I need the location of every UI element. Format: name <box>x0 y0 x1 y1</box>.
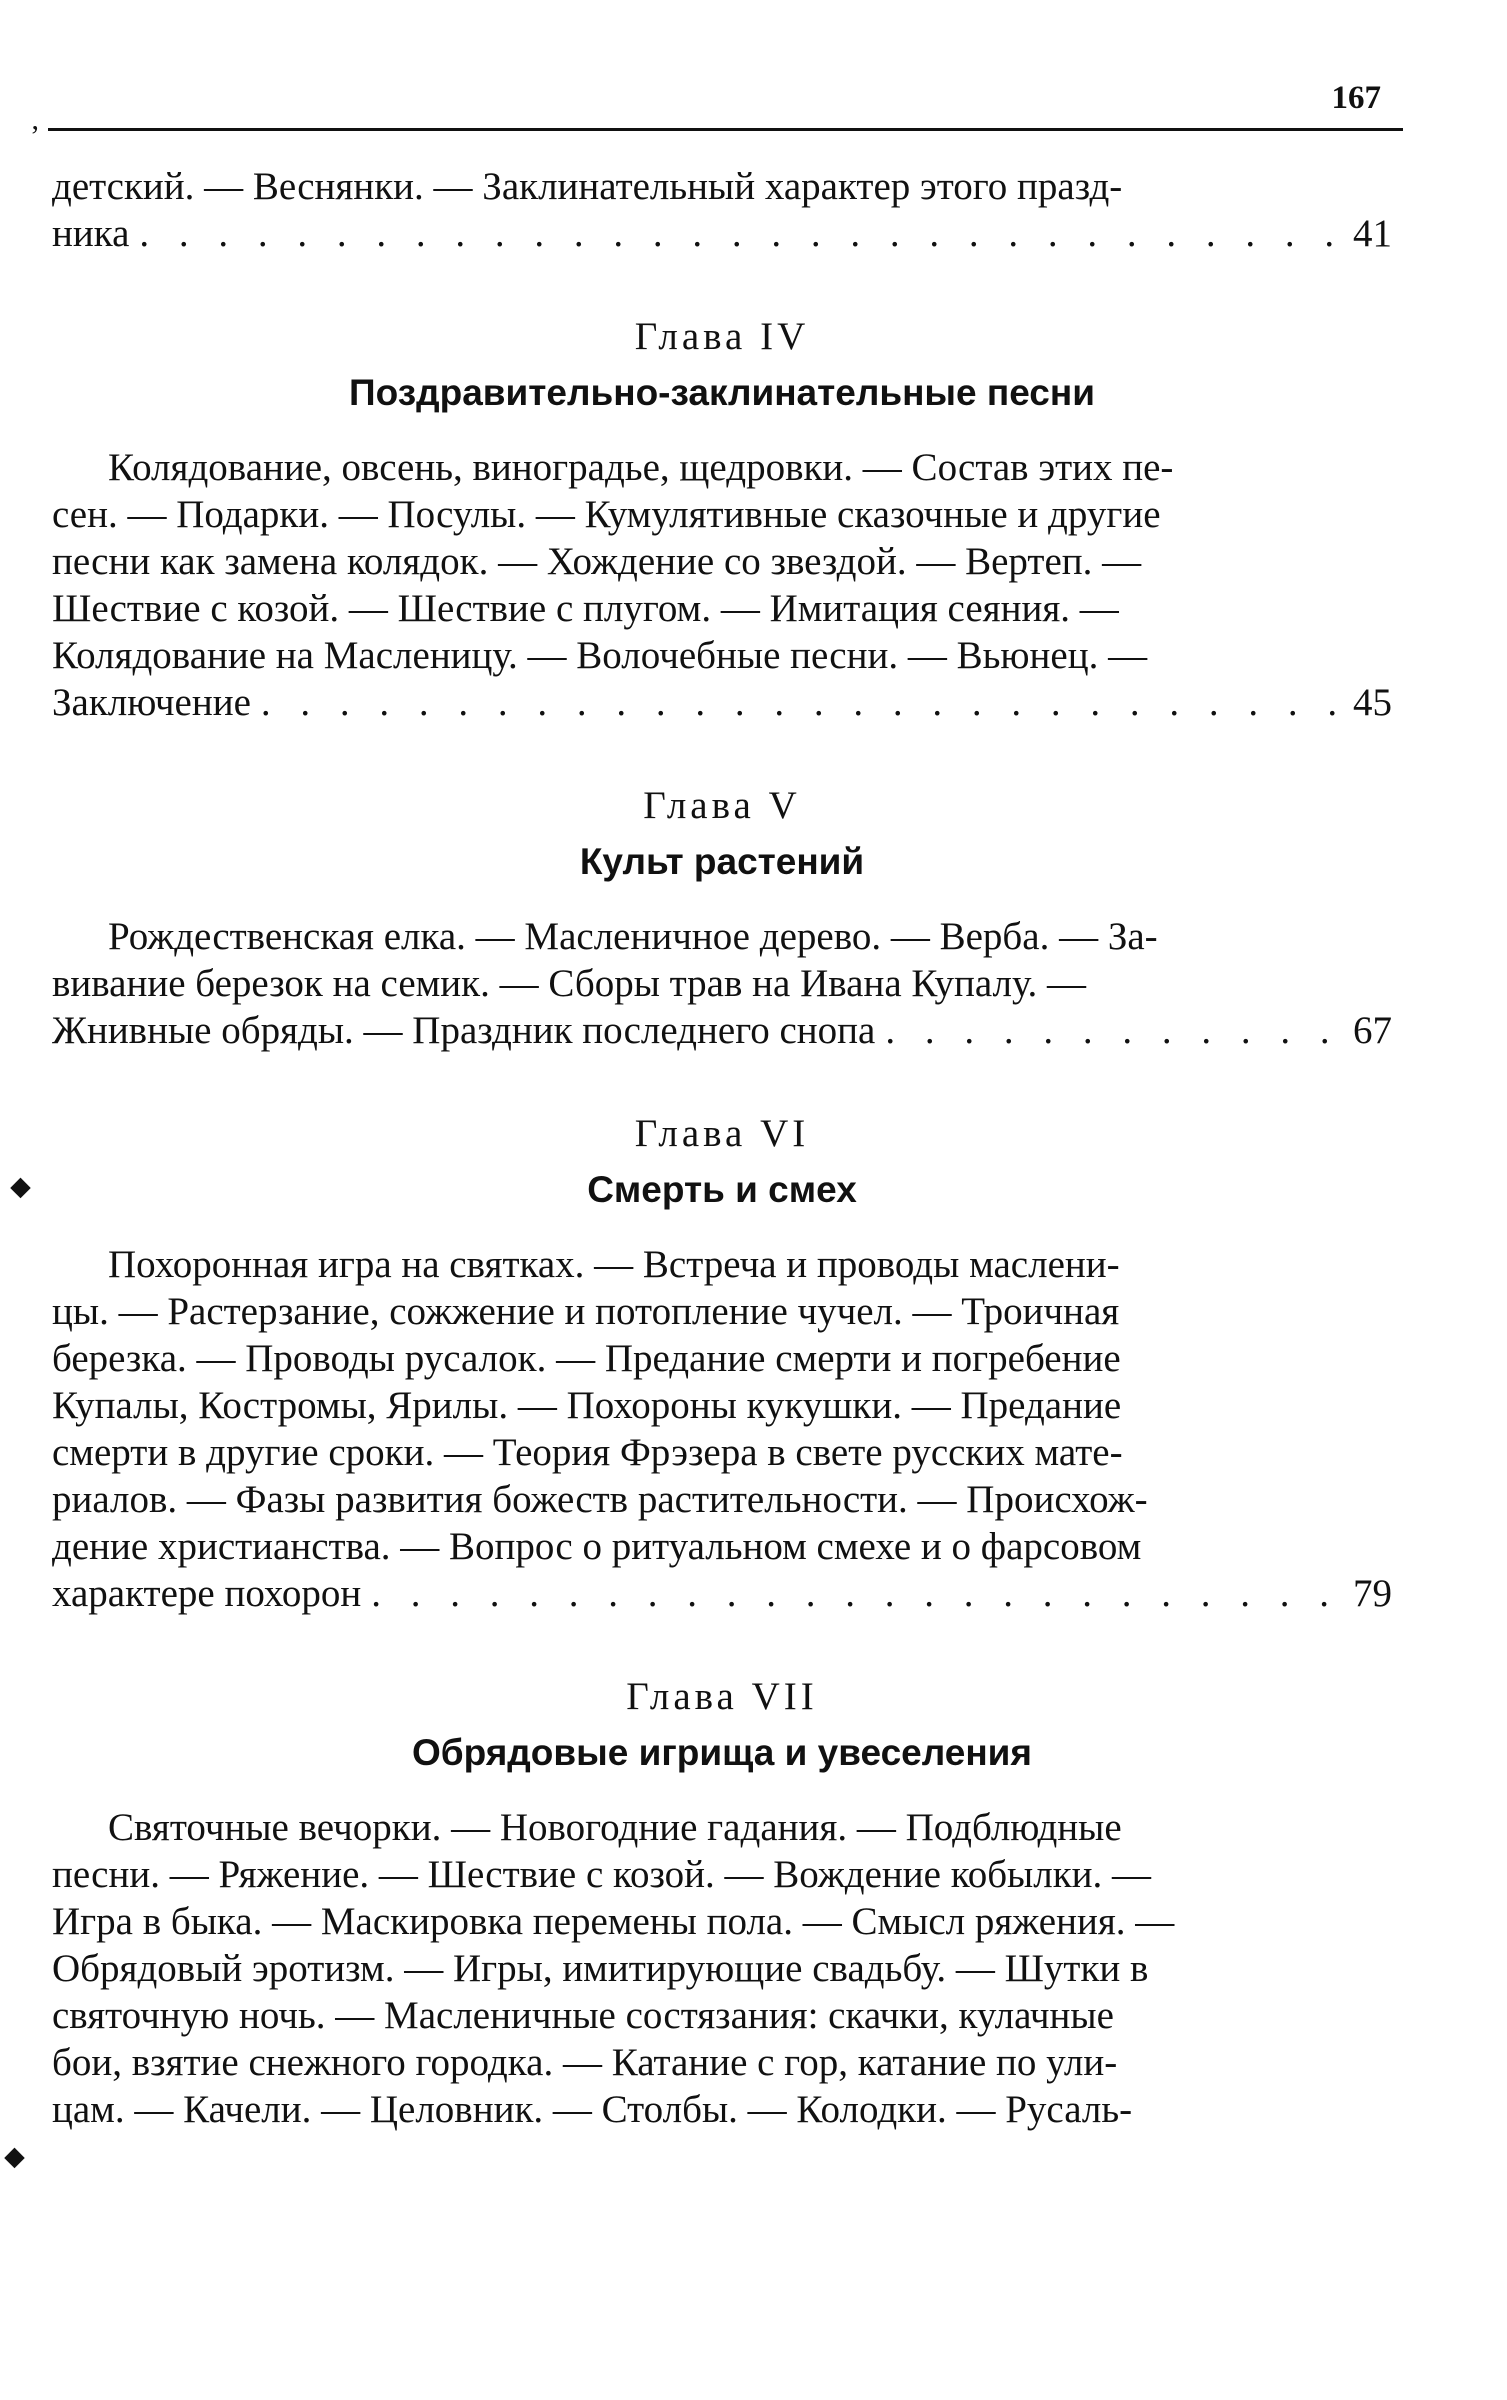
chapter-label: Глава VII <box>626 1675 818 1718</box>
entry-line: песни. — Ряжение. — Шествие с козой. — Вождение кобылки. — <box>52 1853 1152 1896</box>
entry-leader-line <box>52 1007 1392 1054</box>
entry-line: бои, взятие снежного городка. — Катание с гор, катание по ули- <box>52 2041 1118 2084</box>
entry-leader-line <box>52 679 1392 726</box>
entry-page-number: 79 <box>1353 1572 1392 1615</box>
chapter-section <box>52 781 1392 1054</box>
entry-line: сен. — Подарки. — Посулы. — Кумулятивные сказочные и другие <box>52 493 1161 536</box>
entry-leader-line <box>52 210 1392 257</box>
entry-leader-line <box>52 1570 1392 1617</box>
entry-line: Обрядовый эротизм. — Игры, имитирующие свадьбу. — Шутки в <box>52 1947 1149 1990</box>
entry-last-line: характере похорон <box>52 1572 362 1615</box>
entry-line: святочную ночь. — Масленичные состязания: скачки, кулачные <box>52 1994 1114 2037</box>
entry-line: Колядование на Масленицу. — Волочебные песни. — Вьюнец. — <box>52 634 1148 677</box>
margin-mark-icon: ⬥ <box>4 2140 25 2173</box>
entry-last-line: Заключение <box>52 681 251 724</box>
entry-line: вивание березок на семик. — Сборы трав на Ивана Купалу. — <box>52 962 1087 1005</box>
entry-line: смерти в другие сроки. — Теория Фрэзера в свете русских мате- <box>52 1431 1123 1474</box>
entry-line: Игра в быка. — Маскировка перемены пола. — Смысл ряжения. — <box>52 1900 1175 1943</box>
margin-mark-icon: ʼ <box>30 120 40 153</box>
entry-line: Рождественская елка. — Масленичное дерево. — Верба. — За- <box>108 915 1158 958</box>
page-number: 167 <box>1331 80 1381 116</box>
toc-entry <box>52 913 1392 1054</box>
chapter-title: Поздравительно-заклинательные песни <box>349 372 1095 413</box>
entry-line: дение христианства. — Вопрос о ритуальном смехе и о фарсовом <box>52 1525 1142 1568</box>
entry-line: Колядование, овсень, виноградье, щедровки. — Состав этих пе- <box>108 446 1174 489</box>
entry-line: детский. — Веснянки. — Заклинательный характер этого празд- <box>52 165 1123 208</box>
chapter-title: Обрядовые игрища и увеселения <box>411 1732 1033 1773</box>
entry-last-line: Жнивные обряды. — Праздник последнего снопа <box>52 1009 876 1052</box>
chapter-label: Глава V <box>643 784 801 827</box>
entry-page-number: 45 <box>1353 681 1392 724</box>
margin-mark-icon: ⬥ <box>10 1170 31 1203</box>
chapter-title: Смерть и смех <box>587 1169 857 1210</box>
entry-line: цы. — Растерзание, сожжение и потопление чучел. — Троичная <box>52 1290 1120 1333</box>
header-rule <box>48 128 1403 131</box>
entry-line: риалов. — Фазы развития божеств растительности. — Происхож- <box>52 1478 1148 1521</box>
toc-entry <box>52 1804 1392 2133</box>
entry-line: Святочные вечорки. — Новогодние гадания. — Подблюдные <box>108 1806 1122 1849</box>
dot-leader <box>261 679 1343 726</box>
dot-leader <box>139 210 1343 257</box>
chapter-section <box>52 312 1392 726</box>
toc-entry-continuation <box>52 163 1392 257</box>
entry-line: березка. — Проводы русалок. — Предание смерти и погребение <box>52 1337 1121 1380</box>
chapter-title: Культ растений <box>579 841 865 882</box>
entry-page-number: 41 <box>1353 212 1392 255</box>
toc-entry <box>52 444 1392 726</box>
dot-leader <box>885 1007 1343 1054</box>
entry-line: Купалы, Костромы, Ярилы. — Похороны кукушки. — Предание <box>52 1384 1122 1427</box>
entry-line: песни как замена колядок. — Хождение со звездой. — Вертеп. — <box>52 540 1142 583</box>
chapter-section <box>52 1672 1392 2133</box>
entry-line: Шествие с козой. — Шествие с плугом. — Имитация сеяния. — <box>52 587 1119 630</box>
chapter-label: Глава VI <box>634 1112 810 1155</box>
entry-last-line: ника <box>52 212 130 255</box>
entry-line: Похоронная игра на святках. — Встреча и проводы маслени- <box>108 1243 1120 1286</box>
entry-line: цам. — Качели. — Целовник. — Столбы. — Колодки. — Русаль- <box>52 2088 1133 2131</box>
chapter-label: Глава IV <box>634 315 810 358</box>
dot-leader <box>371 1570 1343 1617</box>
toc-entry <box>52 1241 1392 1617</box>
entry-page-number: 67 <box>1353 1009 1392 1052</box>
chapter-section <box>52 1109 1392 1617</box>
table-of-contents <box>52 163 1392 2133</box>
